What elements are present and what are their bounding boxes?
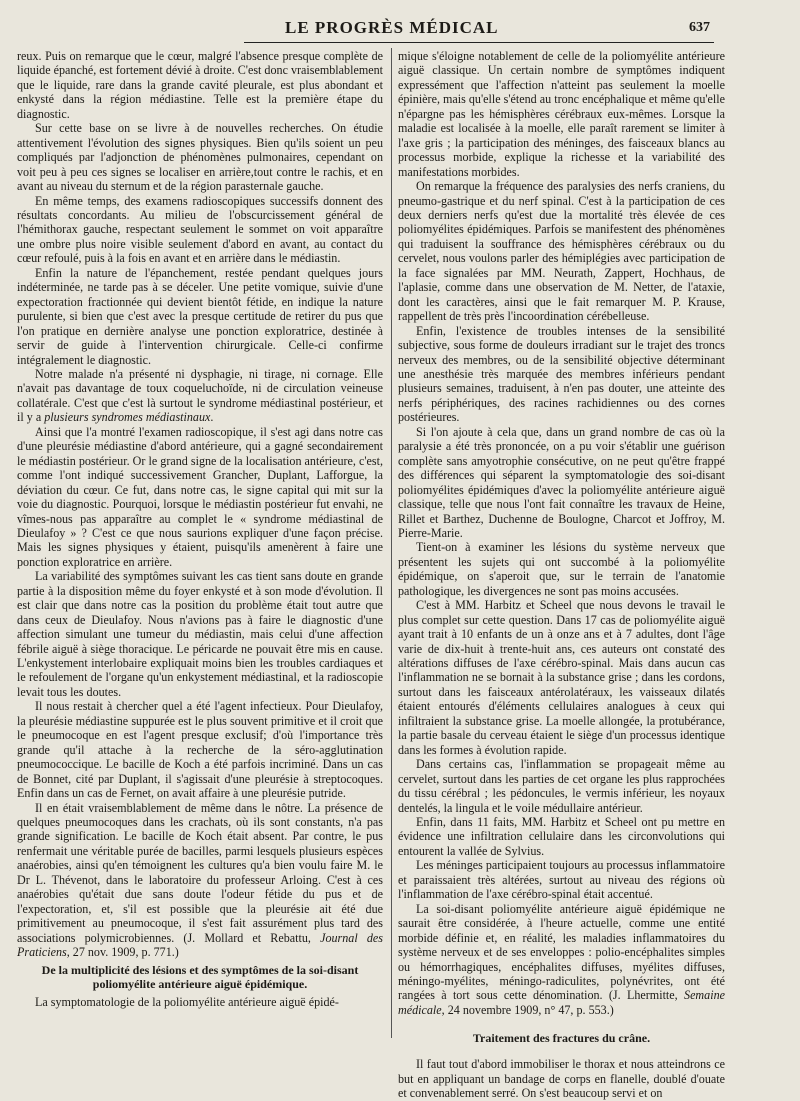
paragraph: reux. Puis on remarque que le cœur, malgré l'absence presque complète de liquide épanché, est fortement dévié à droite. C'est donc vraisemblablement que le liquide, rare dans la grande cavité pleurale, est plus abondant et enkysté dans la région médiastine. Telle est la première étape du diagnostic. — [17, 49, 383, 121]
text-run: La soi-disant poliomyélite antérieure aiguë épidémique ne saurait être considérée, à l'heure actuelle, comme une entité morbide définie et, en réalité, les maladies inflammatoires du système nerveux et de ses enveloppes : polio-encéphalites simples ou hémorrhagiques, encéphalites diffuses, myélites diffuses, méningo-myélites, méningo-radiculites, polynévrites, ont été rangées à tort sous cette dénomination. (J. Lhermitte, — [398, 901, 725, 1003]
paragraph: Sur cette base on se livre à de nouvelles recherches. On étudie attentivement l'évolution des signes physiques. Bien qu'ils soient un peu compliqués par l'adjonction de phénomènes pulmonaires, cependant on voit peu à peu ces signes se localiser en arrière,tout contre le rachis, et en avant au niveau du sternum et de la région parasternale gauche. — [17, 121, 383, 194]
page-number: 637 — [689, 20, 710, 35]
paragraph: En même temps, des examens radioscopiques successifs donnent des résultats concordants. Au milieu de l'obscurcissement général de l'hémithorax gauche, respectant seulement le sommet on voit apparaître une ombre plus noire visible seulement d'abord en avant, au contact du cœur refoulé, puis à la fois en avant et en arrière dans le médiastin. — [17, 193, 383, 266]
paragraph: C'est à MM. Harbitz et Scheel que nous devons le travail le plus complet sur cette question. Dans 17 cas de poliomyélite aiguë ayant trait à 10 enfants de un à onze ans et à 7 adultes, dont l'âge varie de dix-huit à trente-huit ans, ces auteurs ont constaté des altérations diffuses de l'axe cérébro-spinal. Mais dans aucun cas l'inflammation ne se bornait à la substance grise ; dans les cordons, surtout dans les faisceaux antérolatéraux, les vaisseaux dilatés étaient entourés d'éléments cellulaires analogues à ceux qui infiltraient la substance grise. La moelle allongée, la protubérance, la partie basale du cerveau étaient le siège d'un processus identique dans les formes à évolution rapide. — [398, 598, 725, 757]
paragraph: La variabilité des symptômes suivant les cas tient sans doute en grande partie à la disposition même du foyer enkysté et à son mode d'évolution. Il est clair que dans notre cas la position du problème était tout autre que dans ceux de Dieulafoy. Nous n'avions pas à faire le diagnostic d'une affection simulant une tumeur du médiastin, mais celui d'une affection fébrile aiguë à siège thoracique. Le péricarde ne pouvait être mis en cause. L'enkystement interlobaire expliquait moins bien les troubles cardiaques et le refoulement de l'organe qu'un enkystement médiastinal, et la radioscopie levait tous les doutes. — [17, 569, 383, 699]
section-title: De la multiplicité des lésions et des symptômes de la soi-disant poliomyélite antérieure aiguë épidémique. — [41, 962, 359, 991]
column-divider — [391, 48, 392, 1038]
paragraph — [17, 367, 383, 425]
text-run: , 24 novembre 1909, n° 47, p. 553.) — [441, 1002, 614, 1017]
italic-text: plusieurs syndromes médiastinaux — [44, 410, 211, 425]
paragraph: Enfin la nature de l'épanchement, restée pendant quelques jours indéterminée, ne tarde pas à se déceler. Une petite vomique, suivie d'une expectoration fractionnée qui devient bientôt fétide, en indique la nature purulente, si bien que c'est avec la presque certitude de retirer du pus que l'on pratique en dernière analyse une ponction exploratrice, destinée à servir de guide à l'intervention chirurgicale. Celle-ci confirme intégralement le diagnostic. — [17, 265, 383, 367]
paragraph — [398, 902, 725, 1018]
journal-citation: Semaine médicale — [398, 988, 725, 1017]
paragraph: Tient-on à examiner les lésions du système nerveux que présentent les sujets qui ont succombé à la poliomyélite épidémique, on s'aperoit que, sur le terrain de l'anatomie pathologique, les divergences ne sont pas moins accusées. — [398, 540, 725, 598]
paragraph: On remarque la fréquence des paralysies des nerfs craniens, du pneumo-gastrique et du nerf spinal. C'est à la participation de ces deux derniers nerfs qu'est due la mortalité très élevée de ces poliomyélites épidémiques. Parfois se manifestent des phénomènes qui traduisent la souffrance des hémisphères cérébraux ou du cervelet, nous voulons parler des hémiplégies avec participation de la face signalées par MM. Neurath, Zappert, Hochhaus, de l'aplasie, comme dans une observation de M. Netter, de l'ataxie, dont les caractères, ainsi que le fait remarquer M. P. Krause, rappellent de très près l'incoordination cérébelleuse. — [398, 179, 725, 324]
right-column — [398, 49, 725, 1101]
text-run: Il en était vraisemblablement de même dans le nôtre. La présence de quelques pneumocoques dans les crachats, où ils sont constants, n'a pas grande signification. Le bacille de Koch était absent. Par contre, le pus renfermait une véritable purée de bacilles, parmi lesquels plusieurs espèces anaérobies, ainsi qu'en témoignent les cultures qu'a bien voulu faire M. le Dr L. Thévenot, dans le laboratoire du professeur Arloing. C'est à ces anaérobies qu'était due sans doute l'odeur fétide du pus et de l'expectoration, et, s'il est possible que la pleurésie ait été due primitivement au pneumocoque, il s'est fait assurément plus tard des associations polymicrobiennes. (J. Mollard et Rebattu, — [17, 800, 383, 945]
journal-title: LE PROGRÈS MÉDICAL — [285, 18, 499, 37]
text-run: . — [210, 410, 214, 425]
paragraph: Il nous restait à chercher quel a été l'agent infectieux. Pour Dieulafoy, la pleurésie médiastine suppurée est le plus souvent primitive et il croit que le pneumocoque en est l'agent presque exclusif; d'où l'importance très grande qu'il attache à la recherche de la séro-agglutination pneumococcique. Le bacille de Koch a été parfois incriminé. Dans un cas de Bonnet, cité par Duplant, il s'agissait d'une pleurésie à streptocoques. Enfin dans un cas de Fernet, on avait affaire à une pleurésie putride. — [17, 699, 383, 801]
paragraph: La symptomatologie de la poliomyélite antérieure aiguë épidé- — [35, 994, 339, 1009]
journal-citation: Journal des Praticiens — [17, 930, 383, 960]
paragraph: Il faut tout d'abord immobiliser le thorax et nous atteindrons ce but en appliquant un bandage de corps en flanelle, doublé d'ouate et convenablement serré. On s'est beaucoup servi et on — [398, 1057, 725, 1101]
running-head — [250, 14, 710, 38]
section-title: Traitement des fractures du crâne. — [472, 1031, 651, 1046]
text-run: Notre malade n'a présenté ni dysphagie, ni tirage, ni cornage. Elle n'avait pas davantage de toux coqueluchoïde, ni de circulation veineuse collatérale. C'est que c'est là surtout le syndrome médiastinal postérieur, et il y a — [17, 366, 383, 425]
text-run: , 27 nov. 1909, p. 771.) — [66, 945, 179, 960]
paragraph: Les méninges participaient toujours au processus inflammatoire et paraissaient très altérées, surtout au niveau des régions où l'inflammation de l'axe cérébro-spinal était accentué. — [398, 858, 725, 902]
header-rule — [244, 42, 714, 43]
paragraph — [17, 801, 383, 960]
paragraph: Enfin, l'existence de troubles intenses de la sensibilité subjective, sous forme de douleurs irradiant sur le trajet des troncs nerveux des membres, ou de la sensibilité objective déterminant une anesthésie très marquée des membres inférieurs pendant plusieurs semaines, traduisent, à n'en pas douter, une atteinte des nerfs périphériques, des racines rachidiennes ou des cornes postérieures. — [398, 323, 725, 425]
paragraph: Si l'on ajoute à cela que, dans un grand nombre de cas où la paralysie a été très prononcée, on a pu voir s'établir une guérison complète sans amyotrophie consécutive, on ne peut qu'être frappé des différences qui séparent la symptomatologie des soi-disant poliomyélites épidémiques d'avec la poliomyélite antérieure aiguë classique, telle que nous l'ont fait connaître les travaux de Heine, Rillet et Barthez, Duchenne de Boulogne, Charcot et Joffroy, M. Pierre-Marie. — [398, 424, 725, 540]
paragraph: mique s'éloigne notablement de celle de la poliomyélite antérieure aiguë classique. Un certain nombre de symptômes indiquent expressément que l'affection n'atteint pas seulement la moelle épinière, mais qu'elle s'étend au tronc encéphalique et même qu'elle n'épargne pas les hémisphères cérébraux eux-mêmes. Lorsque la maladie est localisée à la moelle, elle paraît rarement se limiter à l'axe gris ; la participation des méninges, des faisceaux blancs au processus morbide, explique la richesse et la variabilité des manifestations morbides. — [398, 49, 725, 179]
paragraph: Ainsi que l'a montré l'examen radioscopique, il s'est agi dans notre cas d'une pleurésie médiastine d'abord antérieure, qui a gagné secondairement le médiastin postérieur. Or le grand signe de la localisation antérieure, c'est, comme l'ont indiqué successivement Grancher, Duplant, Lafforgue, la déviation du cœur. Ce fut, dans notre cas, le signe capital qui mit sur la voie du diagnostic. Pourquoi, lorsque le médiastin postérieur fut envahi, ne vîmes-nous pas apparaître au complet le « syndrome médiastinal de Dieulafoy » ? C'est ce que nous saurions expliquer d'une façon précise. Mais les signes physiques y étaient, puisqu'ils amenèrent à faire une ponction exploratrice en arrière. — [17, 424, 383, 569]
paragraph: Enfin, dans 11 faits, MM. Harbitz et Scheel ont pu mettre en évidence une infiltration cellulaire dans les circonvolutions qui entourent la vallée de Sylvius. — [398, 815, 725, 858]
paragraph: Dans certains cas, l'inflammation se propageait même au cervelet, surtout dans les parties de cet organe les plus rapprochées du tissu cérébral ; les pédoncules, le vermis inférieur, les noyaux dentelés, la lingula et le voile médullaire antérieur. — [398, 757, 725, 815]
left-column — [17, 49, 383, 1009]
